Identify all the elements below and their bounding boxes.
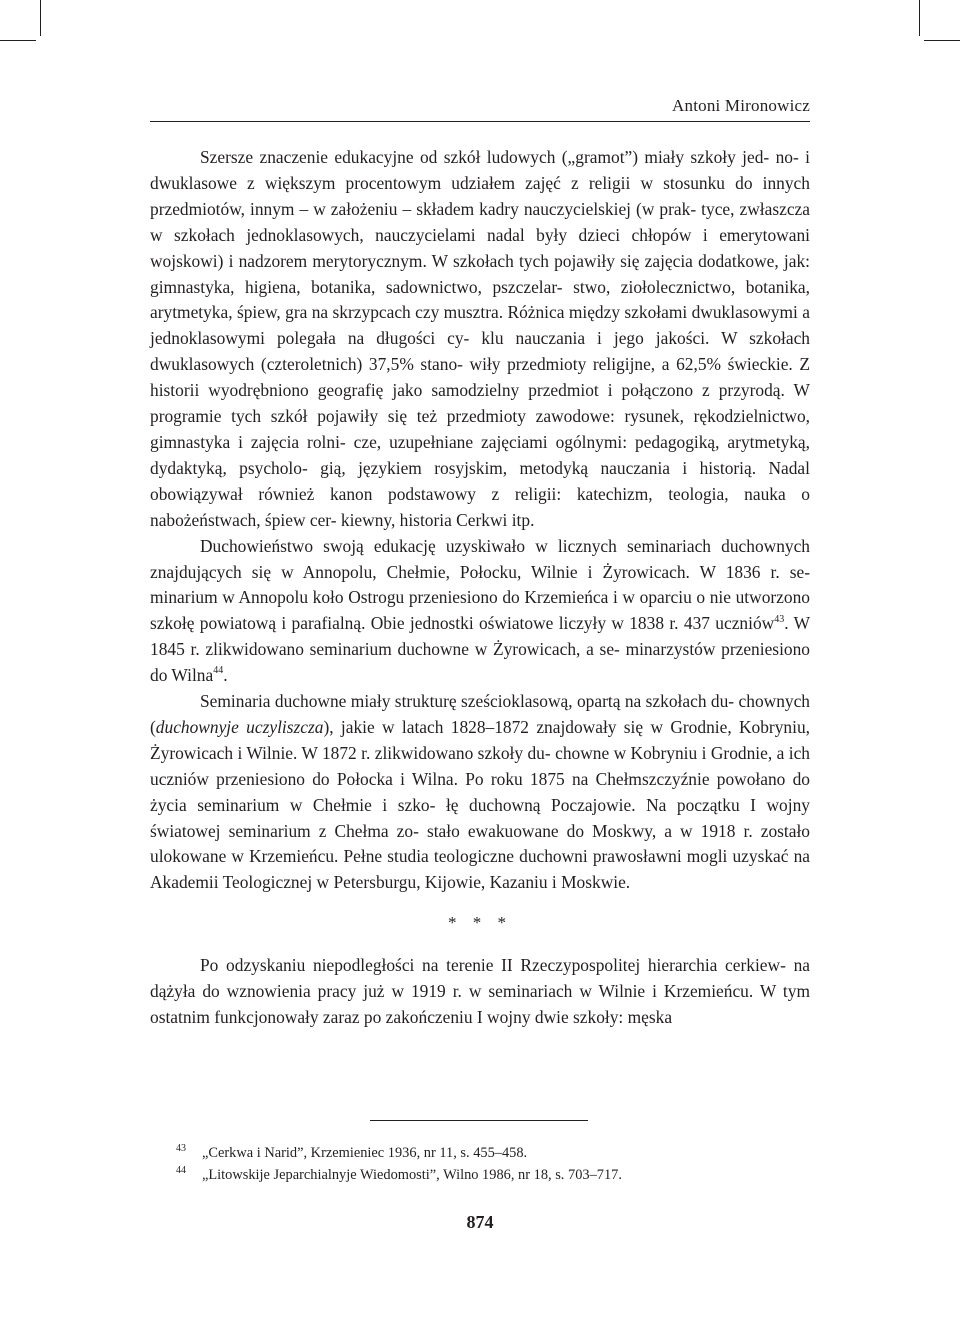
text-line: Po roku 1875 na Chełmszczyźnie powołano do życia seminarium w Chełmie i szko- — [150, 768, 810, 815]
text-line: samodzielny przedmiot i połączono z przyrodą. W programie tych szkół pojawiły — [150, 380, 810, 427]
footnote-44 — [170, 1164, 810, 1186]
text-line: Szersze znaczenie edukacyjne od szkół ludowych („gramot”) miały szkoły jed- — [200, 147, 770, 167]
text-line: . — [223, 665, 228, 686]
text-line: studia teologiczne duchowni prawosławni mogli uzyskać na Akademii Teologicznej — [150, 846, 810, 893]
text-line: stwo, ziołolecznictwo, botanika, arytmetyka, śpiew, gra na skrzypcach czy musztra. — [150, 276, 810, 323]
section-separator: * * * — [448, 913, 512, 933]
text-line: tyce, zwłaszcza w szkołach jednoklasowych, nauczycielami nadal były dzieci chłopów — [150, 198, 810, 245]
text-line: łę duchowną Poczajowie. Na początku I wojny światowej seminarium z Chełma zo- — [150, 794, 810, 841]
text-line: 437 uczniów — [683, 613, 775, 634]
footnote-number: 43 — [176, 1143, 186, 1154]
text-line: się też przedmioty zawodowe: rysunek, rękodzielnictwo, gimnastyka i zajęcia rolni- — [150, 406, 810, 452]
text-line: klu nauczania i jego jakości. W szkołach dwuklasowych (czteroletnich) 37,5% stano- — [150, 328, 810, 375]
text-line: utworzono szkołę powiatową i parafialną. Obie jednostki oświatowe liczyły w 1838 r. — [150, 587, 810, 634]
running-head: Antoni Mironowicz — [150, 96, 810, 122]
footnote-number: 44 — [176, 1165, 186, 1176]
paragraph-1 — [150, 145, 810, 534]
text-line: cze, uzupełniane zajęciami ogólnymi: pedagogiką, arytmetyką, dydaktyką, psycholo- — [150, 431, 810, 478]
text-line: W tym ostatnim funkcjonowały zaraz po zakończeniu I wojny dwie szkoły: męska — [150, 981, 810, 1027]
text-line: w Petersburgu, Kijowie, Kazaniu i Moskwie. — [316, 872, 631, 893]
text-line: chownych ( — [150, 691, 811, 737]
text-line: Seminaria duchowne miały strukturę sześcioklasową, opartą na szkołach du- — [200, 691, 735, 712]
text-line: wiły przedmioty religijne, a 62,5% świeckie. Z historii wyodrębniono geografię jako — [150, 354, 811, 401]
text-line: minarzystów przeniesiono do Wilna — [150, 639, 810, 686]
text-line: ), jakie w latach 1828–1872 znajdowały się — [323, 716, 644, 737]
text-line: i emerytowani wojskowi) i nadzorem merytorycznym. W szkołach tych pojawiły — [150, 224, 810, 271]
text-line: kanon podstawowy z religii: katechizm, teologia, nauka o nabożeństwach, śpiew cer- — [150, 483, 810, 530]
text-line: Po odzyskaniu niepodległości na terenie II Rzeczypospolitej hierarchia cerkiew- — [200, 955, 786, 976]
footnote-text: „Cerkwa i Narid”, Krzemieniec 1936, nr 11, s. 455–458. — [202, 1145, 528, 1161]
italic-term: duchownyje uczyliszcza — [155, 716, 324, 737]
text-line: w Grodnie, Kobryniu, Żyrowicach i Wilnie. W 1872 r. zlikwidowano szkoły du- — [150, 716, 810, 763]
footnotes — [170, 1142, 810, 1186]
crop-mark-top-left-v — [40, 0, 41, 36]
main-text — [150, 145, 810, 1031]
footnote-rule — [370, 1120, 588, 1121]
crop-mark-top-right-h — [924, 40, 960, 41]
text-line: no- i dwuklasowe z większym procentowym udziałem zajęć z religii w stosunku do — [150, 147, 810, 193]
footnote-ref-44[interactable]: 44 — [213, 665, 224, 677]
text-line: Duchowieństwo swoją edukację uzyskiwało w licznych seminariach duchownych — [200, 535, 810, 556]
text-line: . W 1845 r. zlikwidowano seminarium duchowne w Żyrowicach, a se- — [150, 613, 810, 660]
text-line: się zajęcia dodatkowe, jak: gimnastyka, higiena, botanika, sadownictwo, pszczelar- — [150, 250, 810, 297]
text-line: stało ewakuowane do Moskwy, a w 1918 r. zostało ulokowane w Krzemieńcu. Pełne — [150, 820, 810, 867]
paragraph-4 — [150, 953, 810, 1031]
text-line: kiewny, historia Cerkwi itp. — [340, 509, 535, 530]
footnote-ref-43[interactable]: 43 — [774, 613, 785, 625]
paragraph-3 — [150, 689, 810, 896]
text-line: minarium w Annopolu koło Ostrogu przeniesiono do Krzemieńca i w oparciu o nie — [150, 587, 731, 608]
footnote-43 — [170, 1142, 810, 1164]
text-line: chowne w Kobryniu i Grodnie, a ich uczniów przeniesiono do Połocka i Wilna. — [150, 742, 810, 789]
text-line: na dążyła do wznowienia pracy już w 1919 r. w seminariach w Wilnie i Krzemieńcu. — [150, 955, 810, 1002]
text-line: Różnica między szkołami dwuklasowymi a jednoklasowymi polegała na długości cy- — [150, 302, 810, 349]
footnote-text: „Litowskije Jeparchialnyje Wiedomosti”, Wilno 1986, nr 18, s. 703–717. — [202, 1167, 622, 1183]
text-line: gią, językiem rosyjskim, metodyką nauczania i historią. Nadal obowiązywał również — [150, 457, 810, 504]
crop-mark-top-right-v — [919, 0, 920, 36]
text-line: znajdujących się w Annopolu, Chełmie, Połocku, Wilnie i Żyrowicach. W 1836 r. se- — [150, 561, 810, 582]
crop-mark-top-left-h — [0, 40, 36, 41]
paragraph-2 — [150, 534, 810, 689]
text-line: innych przedmiotów, innym – w założeniu – składem kadry nauczycielskiej (w prak- — [150, 172, 810, 219]
page-number: 874 — [466, 1212, 494, 1232]
